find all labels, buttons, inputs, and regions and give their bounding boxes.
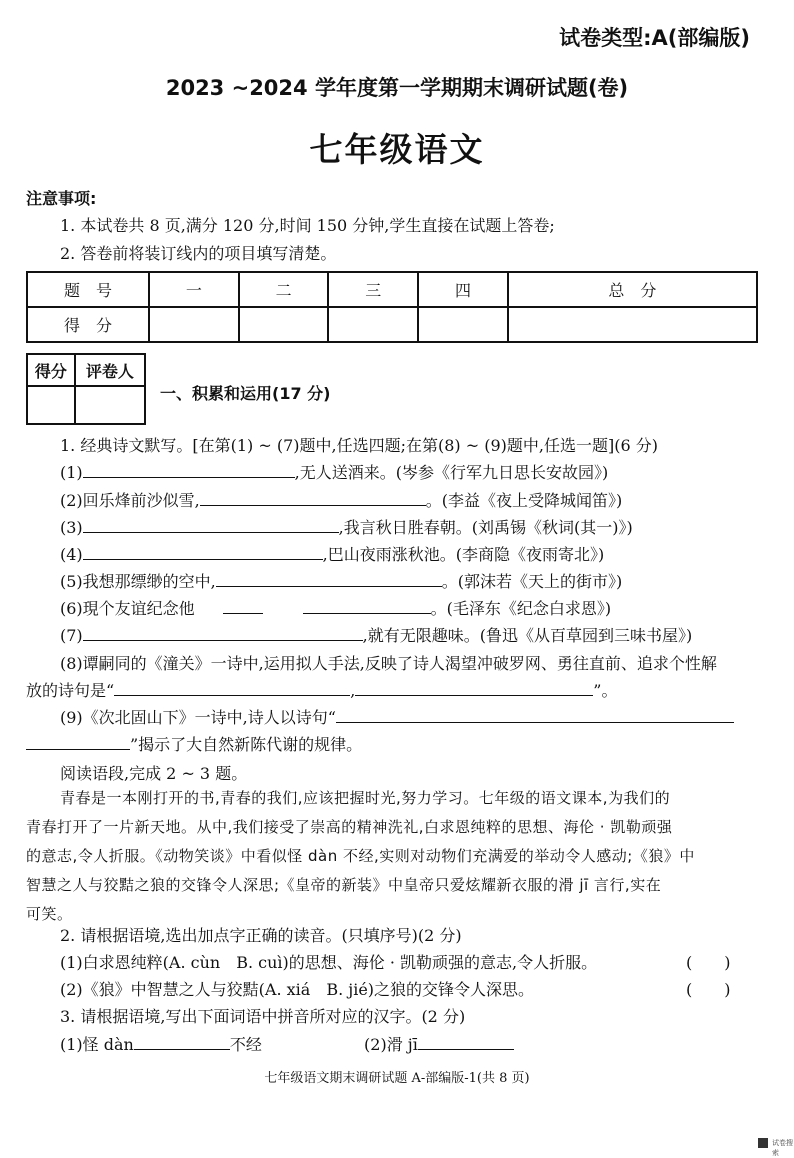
notice-item-2: 2. 答卷前将装订线内的项目填写清楚。 xyxy=(60,244,337,263)
passage-line: 智慧之人与狡黠之狼的交锋令人深思;《皇帝的新装》中皇帝只爱炫耀新衣服的滑 jī 言行,实在 xyxy=(26,876,662,894)
notice-item-1: 1. 本试卷共 8 页,满分 120 分,时间 150 分钟,学生直接在试题上答卷; xyxy=(60,216,555,235)
answer-blank[interactable] xyxy=(134,1035,230,1050)
answer-blank[interactable] xyxy=(200,491,426,506)
q1-8-line-2: 放的诗句是“ , ”。 xyxy=(26,681,618,700)
q2-item-2: (2)《狼》中智慧之人与狡黠(A. xiá B. jié)之狼的交锋令人深思。 xyxy=(60,980,535,999)
score-entry-cell[interactable] xyxy=(239,307,329,342)
score-entry-cell[interactable] xyxy=(149,307,239,342)
answer-blank[interactable] xyxy=(114,681,350,696)
passage-line: 青春打开了一片新天地。从中,我们接受了崇高的精神洗礼,白求恩纯粹的思想、海伦 · 凯勒顽强 xyxy=(26,818,673,836)
passage-line: 可笑。 xyxy=(26,905,73,923)
score-table-header-row xyxy=(27,272,757,307)
grader-name-label: 评卷人 xyxy=(75,354,145,386)
q1-item-5: (5)我想那缥缈的空中, 。(郭沫若《天上的街市》) xyxy=(60,572,623,591)
answer-blank[interactable] xyxy=(303,599,431,614)
answer-blank[interactable] xyxy=(336,708,734,723)
page-footer: 七年级语文期末调研试题 A-部编版-1(共 8 页) xyxy=(264,1071,530,1086)
answer-blank[interactable] xyxy=(83,518,339,533)
score-header-cell: 题 号 xyxy=(27,272,149,307)
score-row-label: 得 分 xyxy=(27,307,149,342)
q2-title: 2. 请根据语境,选出加点字正确的读音。(只填序号)(2 分) xyxy=(60,926,462,945)
score-header-cell: 三 xyxy=(328,272,418,307)
q2-answer-2[interactable]: ( ) xyxy=(686,980,731,999)
grader-box xyxy=(26,353,146,425)
q2-item-1: (1)白求恩纯粹(A. cùn B. cuì)的思想、海伦 · 凯勒顽强的意志,令人折服。 xyxy=(60,953,598,972)
section-1-title: 一、积累和运用(17 分) xyxy=(160,384,331,403)
q1-8-line-1: (8)谭嗣同的《潼关》一诗中,运用拟人手法,反映了诗人渴望冲破罗网、勇往直前、追求个性解 xyxy=(60,654,717,673)
q1-9-line-1: (9)《次北固山下》一诗中,诗人以诗句“ xyxy=(60,708,734,728)
q1-item-1: (1) ,无人送酒来。(岑参《行军九日思长安故园》) xyxy=(60,463,609,482)
answer-blank[interactable] xyxy=(83,545,323,560)
answer-blank[interactable] xyxy=(223,599,263,614)
score-header-cell: 四 xyxy=(418,272,508,307)
q1-item-2: (2)回乐烽前沙似雪, 。(李益《夜上受降城闻笛》) xyxy=(60,491,623,510)
score-header-cell: 二 xyxy=(239,272,329,307)
q3-items: (1)怪 dàn 不经 (2)滑 jī xyxy=(60,1035,514,1055)
score-entry-cell[interactable] xyxy=(418,307,508,342)
answer-blank[interactable] xyxy=(216,572,442,587)
q1-item-4: (4) ,巴山夜雨涨秋池。(李商隐《夜雨寄北》) xyxy=(60,545,605,564)
score-entry-cell[interactable] xyxy=(508,307,757,342)
score-table xyxy=(26,271,758,343)
score-table-score-row xyxy=(27,307,757,342)
grader-name-cell[interactable] xyxy=(75,386,145,424)
reading-passage xyxy=(26,784,766,929)
score-entry-cell[interactable] xyxy=(328,307,418,342)
passage-line: 青春是一本刚打开的书,青春的我们,应该把握时光,努力学习。七年级的语文课本,为我们的 xyxy=(60,789,671,807)
watermark-logo: 试卷搜索 xyxy=(772,1139,793,1157)
answer-blank[interactable] xyxy=(418,1035,514,1050)
exam-title: 2023 ~2024 学年度第一学期期末调研试题(卷) xyxy=(165,76,629,100)
subject-title: 七年级语文 xyxy=(309,130,485,169)
grader-score-cell[interactable] xyxy=(27,386,75,424)
reading-intro: 阅读语段,完成 2 ~ 3 题。 xyxy=(60,764,248,783)
q1-intro: 1. 经典诗文默写。[在第(1) ~ (7)题中,任选四题;在第(8) ~ (9)题中,任选一题](6 分) xyxy=(60,436,658,455)
q1-9-line-2: ”揭示了大自然新陈代谢的规律。 xyxy=(26,735,362,755)
qr-code-icon xyxy=(758,1138,768,1148)
q1-item-6: (6)現个友谊纪念他 。(毛泽东《纪念白求恩》) xyxy=(60,599,612,618)
score-header-cell: 总 分 xyxy=(508,272,757,307)
grader-score-label: 得分 xyxy=(27,354,75,386)
answer-blank[interactable] xyxy=(355,681,593,696)
q1-item-7: (7) ,就有无限趣味。(鲁迅《从百草园到三味书屋》) xyxy=(60,626,693,645)
q3-title: 3. 请根据语境,写出下面词语中拼音所对应的汉字。(2 分) xyxy=(60,1007,466,1026)
paper-type: 试卷类型:A(部编版) xyxy=(559,26,750,50)
answer-blank[interactable] xyxy=(83,626,363,641)
q1-item-3: (3) ,我言秋日胜春朝。(刘禹锡《秋词(其一)》) xyxy=(60,518,633,537)
notice-title: 注意事项: xyxy=(26,189,97,208)
answer-blank[interactable] xyxy=(26,735,130,750)
q2-answer-1[interactable]: ( ) xyxy=(686,953,731,972)
score-header-cell: 一 xyxy=(149,272,239,307)
answer-blank[interactable] xyxy=(83,463,295,478)
passage-line: 的意志,令人折服。《动物笑谈》中看似怪 dàn 不经,实则对动物们充满爱的举动令人感动;《狼》中 xyxy=(26,847,695,865)
